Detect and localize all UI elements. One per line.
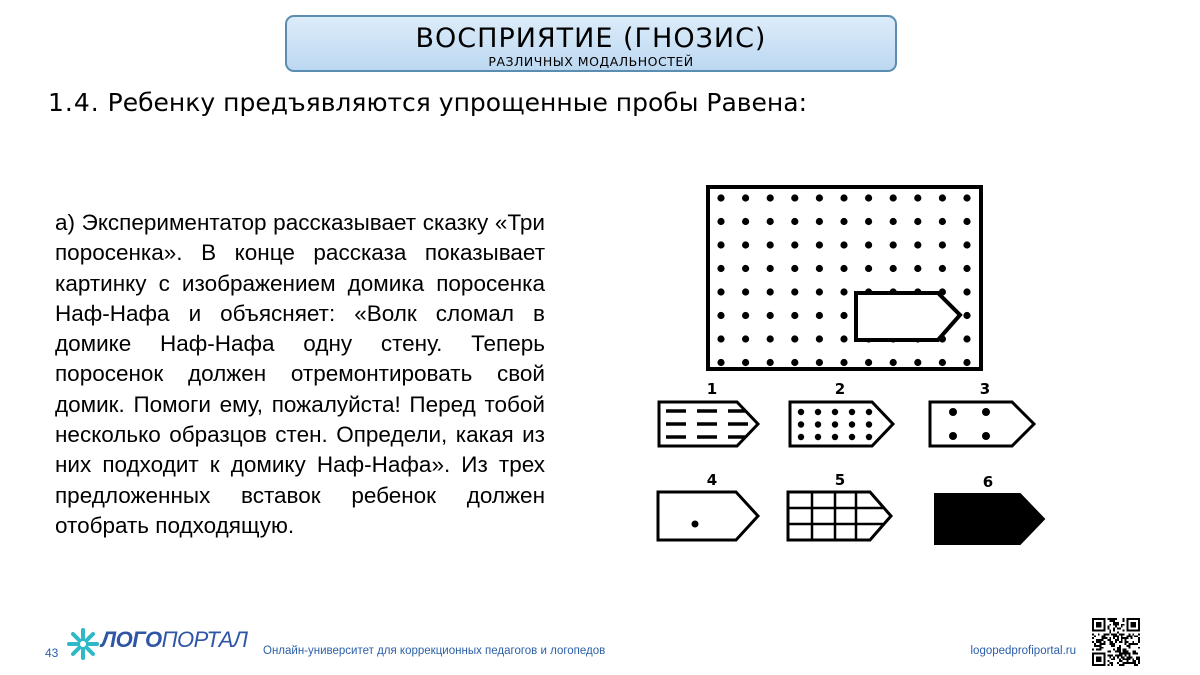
answer-option-6[interactable]	[935, 473, 1044, 544]
slide-title: ВОСПРИЯТИЕ (ГНОЗИС)	[415, 23, 767, 54]
answer-option-1[interactable]	[659, 380, 758, 446]
option-number: 2	[834, 380, 846, 398]
option-number: 3	[979, 380, 991, 398]
option-number: 6	[982, 473, 994, 491]
missing-piece-hole	[856, 293, 960, 340]
answer-option-3[interactable]	[930, 380, 1034, 446]
qr-code-icon[interactable]	[1092, 618, 1140, 666]
raven-matrix-figure	[650, 180, 1050, 570]
logo-wordmark[interactable]	[101, 627, 248, 653]
slide-title-box	[285, 15, 897, 72]
logo-wordmark-bold: ЛОГО	[101, 627, 162, 652]
option-number: 1	[706, 380, 718, 398]
answer-option-4[interactable]	[658, 471, 758, 540]
slide-subtitle: РАЗЛИЧНЫХ МОДАЛЬНОСТЕЙ	[488, 54, 694, 69]
task-heading	[48, 88, 948, 117]
option-number: 4	[706, 471, 718, 489]
main-house-panel	[708, 187, 981, 369]
answer-option-5[interactable]	[788, 471, 891, 540]
logo-star-icon	[66, 627, 100, 661]
page-number: 43	[45, 646, 59, 660]
footer-site-link[interactable]: logopedprofiportal.ru	[970, 645, 1076, 657]
option-number: 5	[834, 471, 846, 489]
answer-option-2[interactable]	[790, 380, 893, 446]
footer-tagline: Онлайн-университет для коррекционных педагогов и логопедов	[263, 645, 606, 657]
logo-wordmark-light: ПОРТАЛ	[161, 627, 248, 652]
task-description: а) Экспериментатор рассказывает сказку «Три поросенка». В конце рассказа показывает картинку с изображением домика поросенка Наф-Нафа и объясняет: «Волк сломал в домике Наф-Нафа одну стену. Теперь поросенок должен отремонтировать свой домик. Помоги ему, пожалуйста! Перед тобой несколько образцов стен. Определи, какая из них подходит к домику Наф-Нафа». Из трех предложенных вставок ребенок должен отобрать подходящую.	[55, 210, 545, 538]
task-number: 1.4.	[48, 88, 100, 117]
task-heading-text: Ребенку предъявляются упрощенные пробы Равена:	[107, 88, 807, 117]
